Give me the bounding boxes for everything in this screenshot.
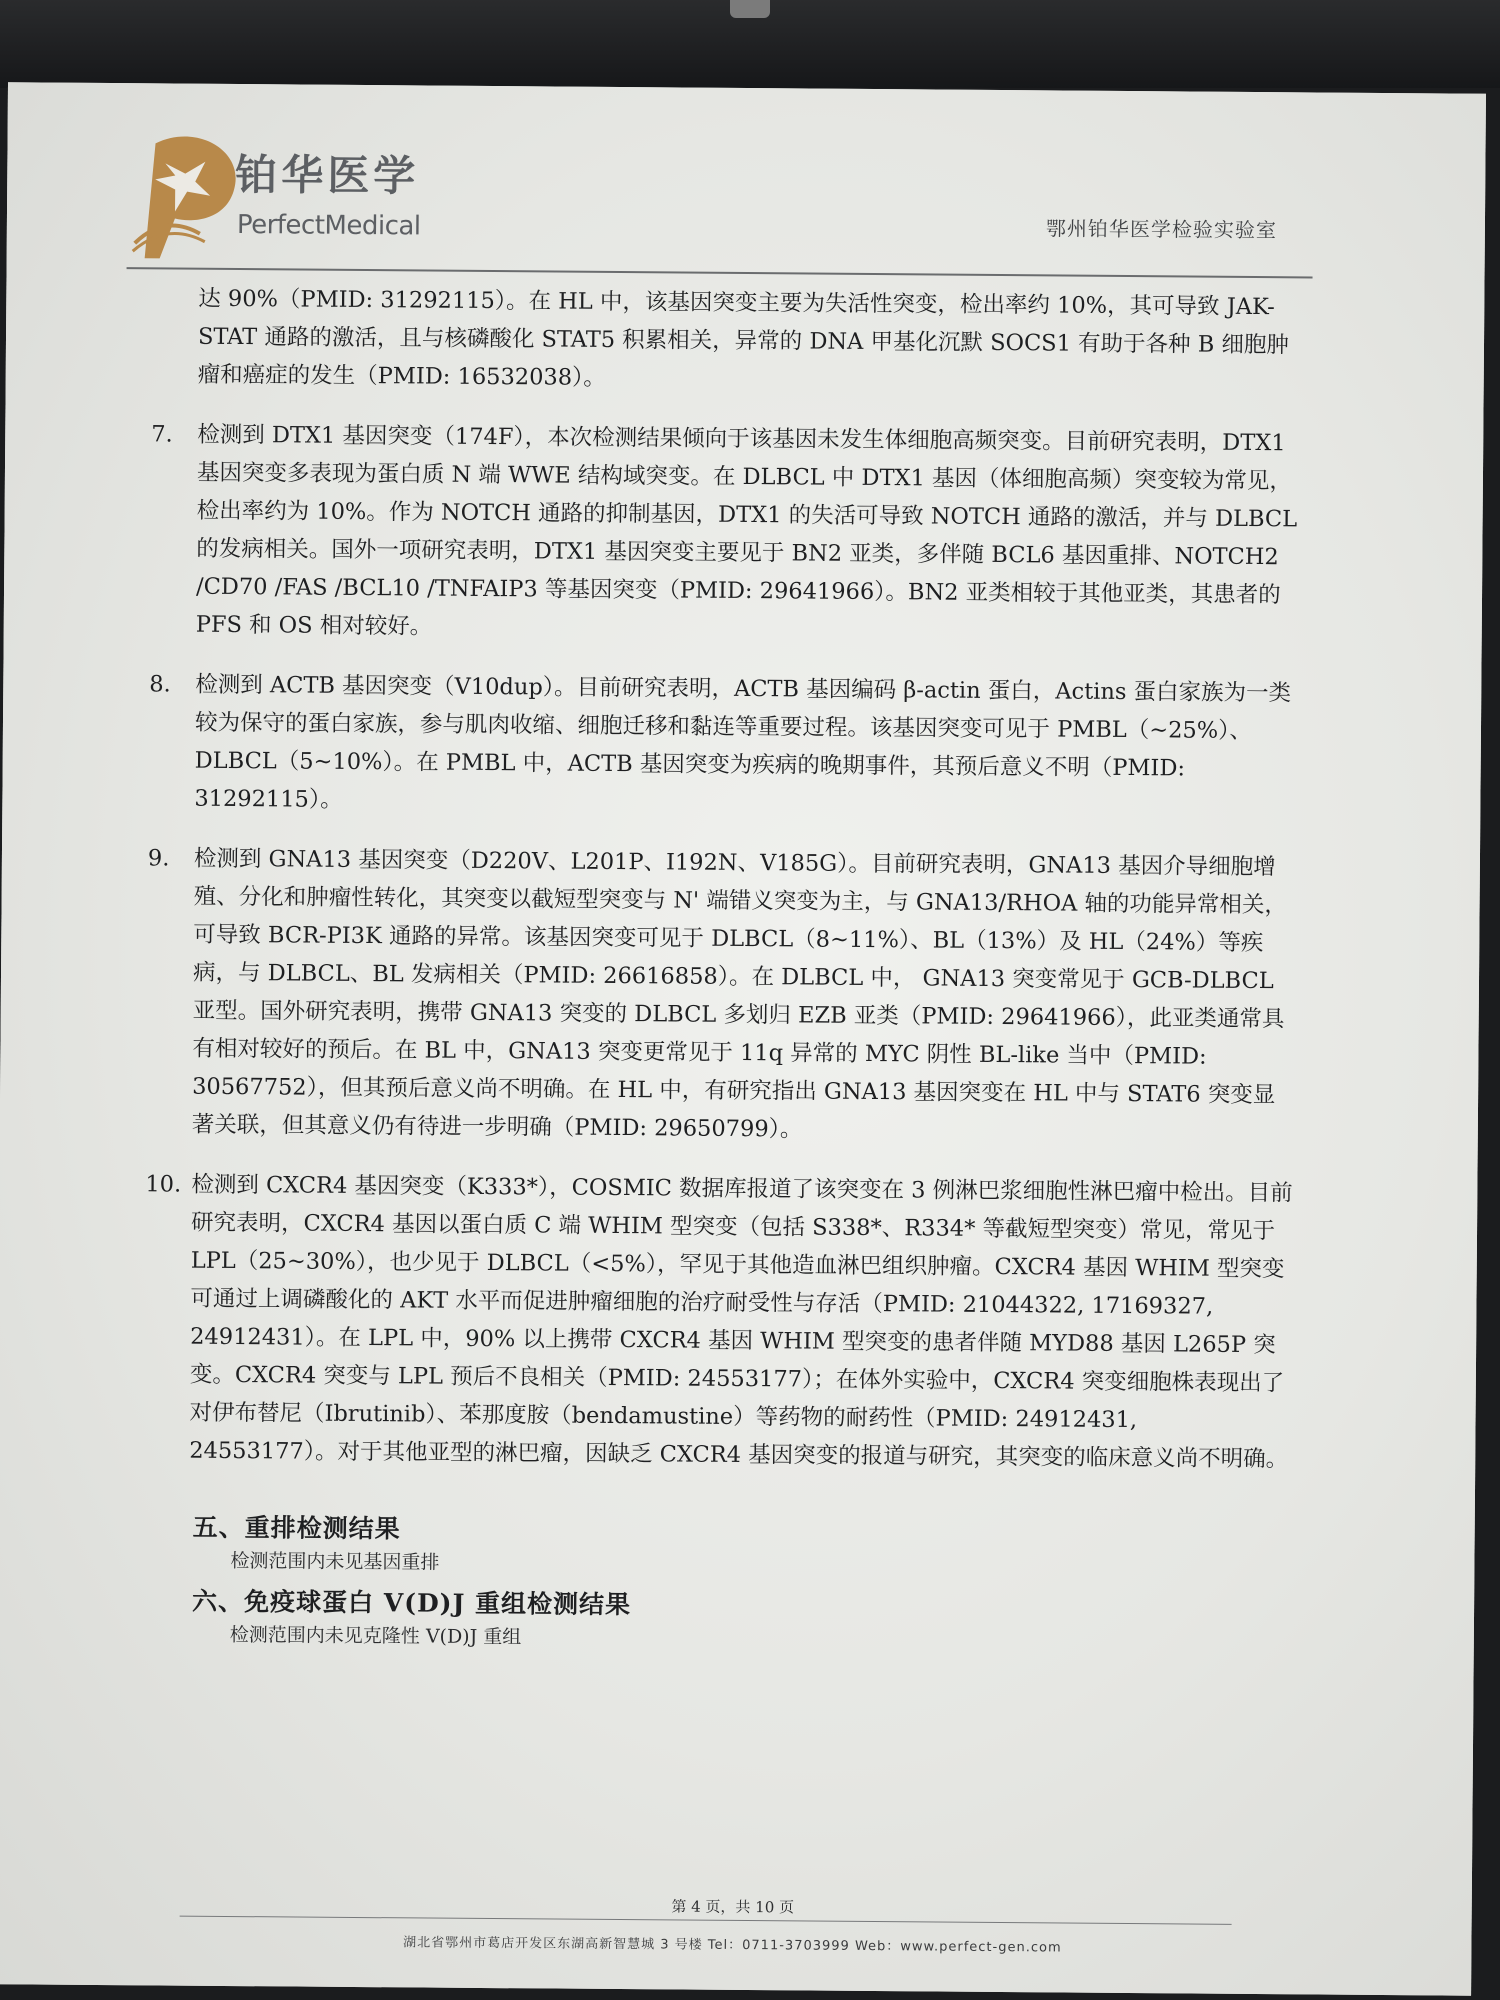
- continued-paragraph: 达 90%（PMID: 31292115）。在 HL 中，该基因突变主要为失活性突变，检出率约 10%，其可导致 JAK-STAT 通路的激活，且与核磷酸化 STAT5 积累相关，异常的 DNA 甲基化沉默 SOCS1 有助于各种 B 细胞肿瘤和癌症的发生（PMID: 16532038）。: [197, 285, 1290, 391]
- header-divider: [127, 267, 1313, 278]
- brand-name-en: PerfectMedical: [236, 209, 421, 242]
- finding-number: 8.: [149, 671, 171, 698]
- monitor-bezel: [0, 0, 1500, 88]
- brand-name-cn: 铂华医学: [235, 149, 420, 201]
- logo-icon: [125, 123, 246, 264]
- finding-number: 9.: [147, 845, 170, 872]
- lab-name: 鄂州铂华医学检验实验室: [1045, 216, 1277, 243]
- finding-number: 10.: [145, 1171, 182, 1198]
- finding-item: [143, 1165, 1293, 1478]
- finding-item: [146, 839, 1296, 1152]
- report-body: [142, 279, 1301, 1658]
- finding-text: 检测到 GNA13 基因突变（D220V、L201P、I192N、V185G）。目前研究表明，GNA13 基因介导细胞增殖、分化和肿瘤性转化，其突变以截短型突变与 N' 端错义突变为主，与 GNA13/RHOA 轴的功能异常相关，可导致 BCR-PI3K 通路的异常。该基因突变可见于 DLBCL（8~11%）、BL（13%）及 HL（24%）等疾病，与 DLBCL、BL 发病相关（PMID: 26616858）。在 DLBCL 中， GNA13 突变常见于 GCB-DLBCL 亚型。国外研究表明，携带 GNA13 突变的 DLBCL 多划归 EZB 亚类（PMID: 29641966），此亚类通常具有相对较好的预后。在 BL 中，GNA13 突变更常见于 11q 异常的 MYC 阴性 BL-like 当中（PMID: 30567752），但其预后意义尚不明确。在 HL 中，有研究指出 GNA13 基因突变在 HL 中与 STAT6 突变显著关联，但其意义仍有待进一步明确（PMID: 29650799）。: [191, 845, 1288, 1143]
- bezel-clip: [730, 0, 770, 18]
- finding-text: 检测到 DTX1 基因突变（174F），本次检测结果倾向于该基因未发生体细胞高频突变。目前研究表明，DTX1 基因突变多表现为蛋白质 N 端 WWE 结构域突变。在 DLBCL 中 DTX1 基因（体细胞高频）突变较为常见，检出率约为 10%。作为 NOTCH 通路的抑制基因，DTX1 的失活可导致 NOTCH 通路的激活，并与 DLBCL 的发病相关。国外一项研究表明，DTX1 基因突变主要见于 BN2 亚类，多伴随 BCL6 基因重排、NOTCH2 /CD70 /FAS /BCL10 /TNFAIP3 等基因突变（PMID: 29641966）。BN2 亚类相较于其他亚类，其患者的 PFS 和 OS 相对较好。: [195, 421, 1298, 640]
- report-page: [0, 82, 1486, 1996]
- section-heading: 六、免疫球蛋白 V(D)J 重组检测结果: [191, 1586, 632, 1620]
- section-heading: 五、重排检测结果: [192, 1512, 401, 1544]
- finding-text: 检测到 CXCR4 基因突变（K333*），COSMIC 数据库报道了该突变在 3 例淋巴浆细胞性淋巴瘤中检出。目前研究表明，CXCR4 基因以蛋白质 C 端 WHIM 型突变（包括 S338*、R334* 等截短型突变）常见，常见于 LPL（25~30%），也少见于 DLBCL（<5%），罕见于其他造血淋巴组织肿瘤。CXCR4 基因 WHIM 型突变可通过上调磷酸化的 AKT 水平而促进肿瘤细胞的治疗耐受性与存活（PMID: 21044322, 17169327, 24912431）。在 LPL 中，90% 以上携带 CXCR4 基因 WHIM 型突变的患者伴随 MYD88 基因 L265P 突变。CXCR4 突变与 LPL 预后不良相关（PMID: 24553177）；在体外实验中，CXCR4 突变细胞株表现出了对伊布替尼（Ibrutinib）、苯那度胺（bendamustine）等药物的耐药性（PMID: 24912431, 24553177）。对于其他亚型的淋巴瘤，因缺乏 CXCR4 基因突变的报道与研究，其突变的临床意义尚不明确。: [189, 1171, 1293, 1473]
- finding-text: 检测到 ACTB 基因突变（V10dup）。目前研究表明，ACTB 基因编码 β-actin 蛋白，Actins 蛋白家族为一类较为保守的蛋白家族，参与肌肉收缩、细胞迁移和黏连等重要过程。该基因突变可见于 PMBL（~25%）、DLBCL（5~10%）。在 PMBL 中，ACTB 基因突变为疾病的晚期事件，其预后意义不明（PMID: 31292115）。: [194, 671, 1292, 813]
- finding-item: [150, 415, 1300, 652]
- page-number: 第 4 页，共 10 页: [671, 1897, 795, 1917]
- finding-number: 7.: [151, 421, 173, 448]
- section-body: 检测范围内未见基因重排: [230, 1549, 440, 1574]
- brand-logo: [125, 123, 476, 266]
- finding-item: [148, 665, 1297, 826]
- section-body: 检测范围内未见克隆性 V(D)J 重组: [229, 1623, 522, 1649]
- footer-address: 湖北省鄂州市葛店开发区东湖高新智慧城 3 号楼 Tel：0711-3703999 Web：www.perfect-gen.com: [403, 1935, 1062, 1956]
